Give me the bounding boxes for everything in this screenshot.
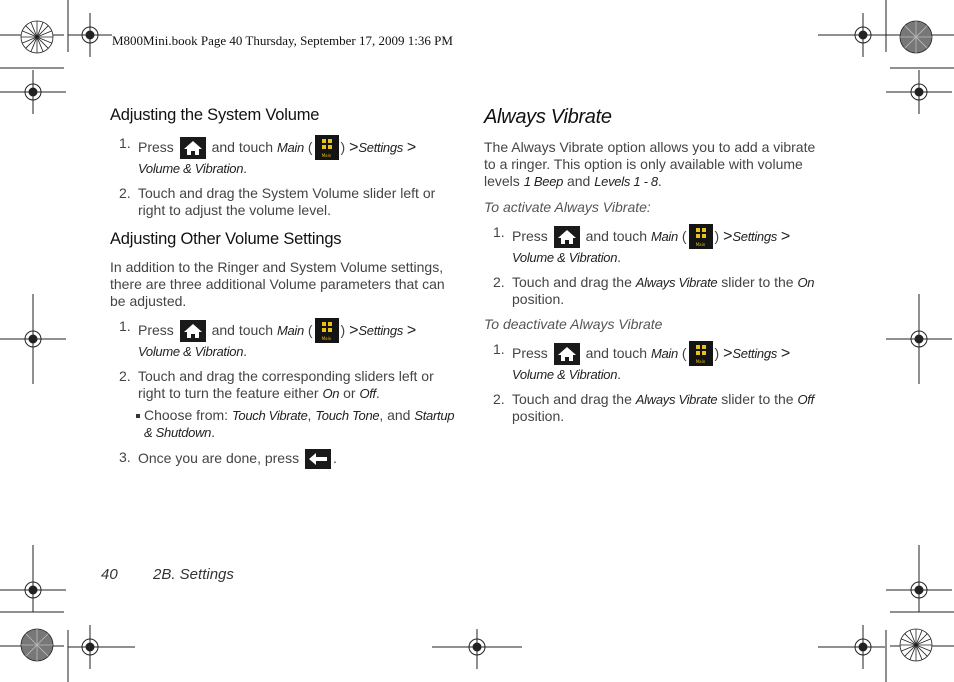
always-vibrate-intro (484, 139, 829, 190)
volume-vibration-label: Volume & Vibration (138, 161, 244, 176)
main-menu-icon (315, 135, 339, 160)
step-number: 2. (493, 274, 505, 290)
main-icon-label: Main (695, 359, 706, 364)
step-number: 1. (493, 341, 505, 357)
period: . (243, 343, 248, 359)
settings-label: Settings (358, 323, 403, 338)
main-label: Main (276, 140, 304, 155)
startup-shutdown-option: Startup & Shutdown (144, 408, 455, 440)
period: . (333, 450, 337, 466)
step-number: 2. (119, 185, 131, 201)
off-value: Off (797, 392, 814, 407)
main-menu-icon (689, 341, 713, 366)
other-settings-step-3 (110, 449, 460, 469)
bullet-square-icon (136, 414, 140, 418)
page-number: 40 (101, 566, 118, 583)
settings-label: Settings (732, 229, 777, 244)
home-key-icon (180, 320, 206, 342)
section-title: 2B. Settings (153, 566, 234, 583)
step-text: slider to the (721, 391, 794, 407)
paren: ( (681, 228, 687, 244)
main-icon-label: Main (321, 336, 332, 341)
other-settings-step-1 (110, 318, 460, 360)
step-number: 1. (119, 318, 131, 334)
touch-vibrate-option: Touch Vibrate (231, 408, 308, 423)
feature-options-bullet (110, 407, 460, 441)
intro-text: and (566, 173, 591, 189)
period: . (375, 385, 380, 401)
home-key-icon (554, 226, 580, 248)
paren: ) (340, 139, 346, 155)
on-value: On (322, 386, 340, 401)
step-text: and touch (585, 228, 648, 244)
arrow-glyph: > (780, 228, 791, 245)
deactivate-step-2 (484, 391, 829, 425)
arrow-glyph: > (349, 322, 359, 339)
arrow-glyph: > (406, 139, 417, 156)
arrow-glyph: > (349, 139, 359, 156)
volume-vibration-label: Volume & Vibration (138, 344, 244, 359)
main-icon-label: Main (321, 153, 332, 158)
paren: ) (714, 228, 720, 244)
deactivate-lead: To deactivate Always Vibrate (484, 316, 663, 332)
intro-text: The Always Vibrate option allows you to add a vibrate to a ringer. This option is only available with volume levels (484, 139, 816, 189)
step-text: Touch and drag the (512, 274, 632, 290)
paren: ( (307, 139, 313, 155)
always-vibrate-label: Always Vibrate (635, 392, 718, 407)
other-settings-step-2 (110, 368, 460, 402)
step-text: and touch (211, 139, 274, 155)
step-text: Touch and drag the System Volume slider left or right to adjust the volume level. (138, 185, 436, 218)
period: . (243, 160, 248, 176)
step-number: 2. (119, 368, 131, 384)
print-header: M800Mini.book Page 40 Thursday, September 17, 2009 1:36 PM (112, 33, 453, 48)
step-text: Press (138, 322, 174, 338)
page-footer (101, 566, 234, 583)
main-menu-icon (315, 318, 339, 343)
step-number: 3. (119, 449, 131, 465)
main-label: Main (276, 323, 304, 338)
paren: ) (340, 322, 346, 338)
arrow-glyph: > (406, 322, 417, 339)
heading-always-vibrate: Always Vibrate (484, 106, 612, 128)
one-beep-label: 1 Beep (523, 174, 564, 189)
touch-tone-option: Touch Tone (315, 408, 380, 423)
main-icon-label: Main (695, 242, 706, 247)
bullet-text: , and (379, 407, 411, 423)
arrow-glyph: > (780, 345, 791, 362)
activate-lead: To activate Always Vibrate: (484, 199, 651, 215)
main-label: Main (650, 229, 678, 244)
settings-label: Settings (358, 140, 403, 155)
other-settings-intro: In addition to the Ringer and System Volume settings, there are three additional Volume parameters that can be adjusted. (110, 259, 445, 309)
step-number: 2. (493, 391, 505, 407)
step-text: Press (512, 345, 548, 361)
comma: , (307, 407, 312, 423)
step-text: position. (512, 408, 565, 424)
step-text: and touch (211, 322, 274, 338)
activate-step-1 (484, 224, 829, 266)
step-text: Touch and drag the (512, 391, 632, 407)
system-volume-step-1 (110, 135, 460, 177)
step-text: Touch and drag the corresponding sliders left or right to turn the feature either (138, 368, 434, 401)
main-label: Main (650, 346, 678, 361)
off-value: Off (359, 386, 376, 401)
step-text: slider to the (721, 274, 794, 290)
period: . (617, 249, 622, 265)
deactivate-step-1 (484, 341, 829, 383)
home-key-icon (554, 343, 580, 365)
step-number: 1. (493, 224, 505, 240)
left-column (110, 104, 460, 469)
paren: ( (681, 345, 687, 361)
volume-vibration-label: Volume & Vibration (512, 250, 618, 265)
period: . (657, 173, 662, 189)
main-menu-icon (689, 224, 713, 249)
always-vibrate-label: Always Vibrate (635, 275, 718, 290)
period: . (617, 366, 622, 382)
step-text: position. (512, 291, 565, 307)
on-value: On (797, 275, 815, 290)
heading-system-volume: Adjusting the System Volume (110, 106, 320, 124)
heading-other-volume-settings: Adjusting Other Volume Settings (110, 230, 342, 248)
system-volume-step-2 (110, 185, 460, 219)
step-text: Once you are done, press (138, 450, 300, 466)
arrow-glyph: > (723, 228, 733, 245)
bullet-text: Choose from: (144, 407, 229, 423)
paren: ( (307, 322, 313, 338)
step-text: Press (138, 139, 174, 155)
activate-step-2 (484, 274, 829, 308)
home-key-icon (180, 137, 206, 159)
settings-label: Settings (732, 346, 777, 361)
step-number: 1. (119, 135, 131, 151)
back-key-icon (305, 449, 331, 469)
step-text: or (343, 385, 356, 401)
step-text: and touch (585, 345, 648, 361)
arrow-glyph: > (723, 345, 733, 362)
levels-label: Levels 1 - 8 (594, 174, 658, 189)
right-column (484, 104, 829, 425)
step-text: Press (512, 228, 548, 244)
period: . (211, 424, 215, 440)
volume-vibration-label: Volume & Vibration (512, 367, 618, 382)
paren: ) (714, 345, 720, 361)
